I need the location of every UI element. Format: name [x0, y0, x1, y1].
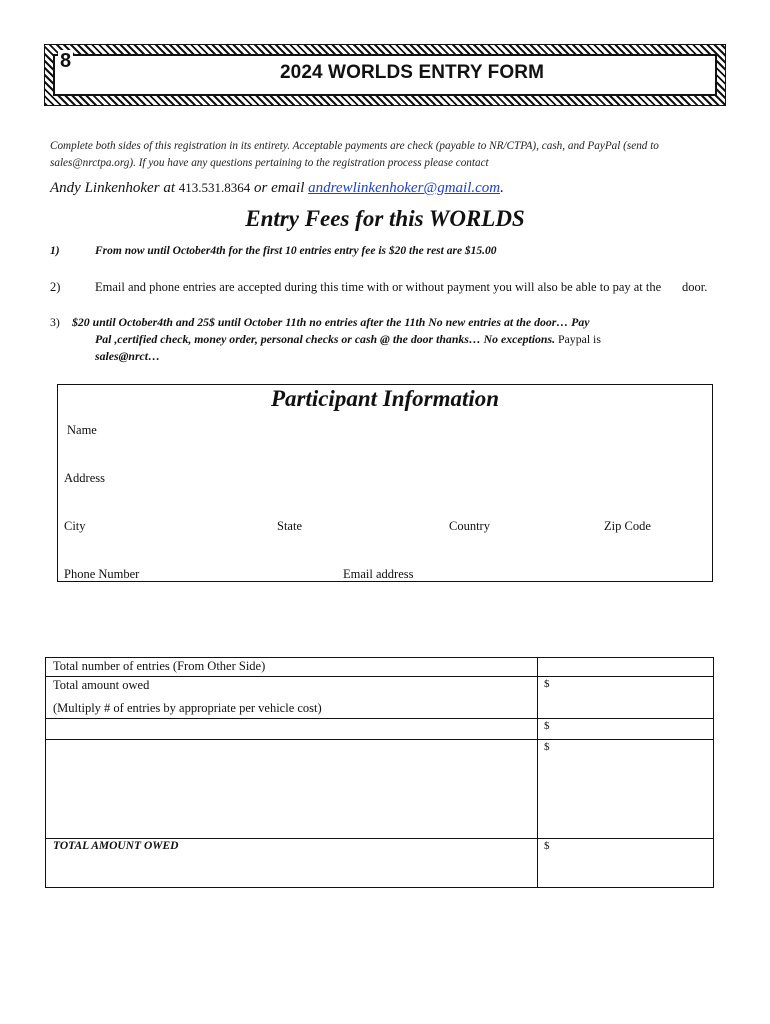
- contact-line: [50, 180, 504, 197]
- dollar-sign: $: [544, 720, 550, 732]
- contact-email-link[interactable]: andrewlinkenhoker@gmail.com: [308, 180, 501, 196]
- dollar-sign: $: [544, 741, 550, 753]
- entries-count-cell[interactable]: [538, 658, 714, 677]
- contact-end: .: [500, 180, 504, 196]
- name-label: Name: [67, 423, 97, 437]
- address-label: Address: [64, 471, 105, 485]
- contact-phone: 413.531.8364: [178, 180, 251, 195]
- intro-line-2: sales@nrctpa.org). If you have any questions pertaining to the registration process please contact: [50, 157, 489, 169]
- fee-item-3-line-2-plain: Paypal is: [558, 332, 601, 346]
- blank-line-cell[interactable]: [46, 719, 538, 740]
- amount-owed-label: Total amount owed: [53, 678, 150, 692]
- amount-owed-note: (Multiply # of entries by appropriate per vehicle cost): [53, 701, 322, 715]
- contact-or-email: or email: [253, 180, 305, 196]
- blank-line-value[interactable]: [538, 719, 714, 740]
- fee-item-2-trail: door.: [682, 280, 708, 294]
- total-amount-value[interactable]: [538, 839, 714, 888]
- contact-at: at: [163, 180, 175, 196]
- participant-title: Participant Information: [270, 386, 500, 411]
- fee-item-2-number: 2): [50, 280, 61, 294]
- total-amount-label: TOTAL AMOUNT OWED: [46, 839, 538, 888]
- email-label: Email address: [343, 567, 414, 581]
- fee-item-3-line-2-bold: Pal ,certified check, money order, personal checks or cash @ the door thanks… No exceptions.: [95, 332, 556, 346]
- intro-line-1: Complete both sides of this registration in its entirety. Acceptable payments are check (payable to NR/CTPA), cash, and PayPal (send to: [50, 140, 659, 152]
- amount-owed-cell: [46, 677, 538, 719]
- table-row: [46, 719, 714, 740]
- dollar-sign: $: [544, 678, 550, 690]
- fee-item-3-number: 3): [50, 315, 60, 329]
- entries-count-label: Total number of entries (From Other Side): [46, 658, 538, 677]
- participant-box: [57, 384, 713, 582]
- table-row: [46, 658, 714, 677]
- table-row: [46, 740, 714, 839]
- form-title: 2024 WORLDS ENTRY FORM: [280, 62, 545, 83]
- dollar-sign: $: [544, 840, 550, 852]
- contact-name: Andy Linkenhoker: [50, 180, 160, 196]
- phone-label: Phone Number: [64, 567, 140, 581]
- amount-owed-value[interactable]: [538, 677, 714, 719]
- intro-text: [50, 138, 690, 172]
- fees-heading: Entry Fees for this WORLDS: [245, 206, 525, 231]
- blank-area-value[interactable]: [538, 740, 714, 839]
- fee-item-1-number: 1): [50, 245, 60, 257]
- fee-item-3-line-3: sales@nrct…: [95, 349, 160, 363]
- state-label: State: [277, 519, 302, 533]
- totals-table: [45, 657, 714, 888]
- fee-item-2-text: Email and phone entries are accepted during this time with or without payment you will also be able to pay at the: [95, 280, 662, 294]
- fee-item-3-line-2: [95, 331, 601, 348]
- city-label: City: [64, 519, 86, 533]
- blank-area-cell[interactable]: [46, 740, 538, 839]
- zip-label: Zip Code: [604, 519, 651, 533]
- fee-item-1-text: From now until October4th for the first 10 entries entry fee is $20 the rest are $15.00: [95, 245, 497, 257]
- table-row: [46, 677, 714, 719]
- page-number: 8: [60, 50, 72, 72]
- table-row: [46, 839, 714, 888]
- country-label: Country: [449, 519, 490, 533]
- fee-item-3-line-1: $20 until October4th and 25$ until October 11th no entries after the 11th No new entries at the door… Pay: [72, 315, 590, 329]
